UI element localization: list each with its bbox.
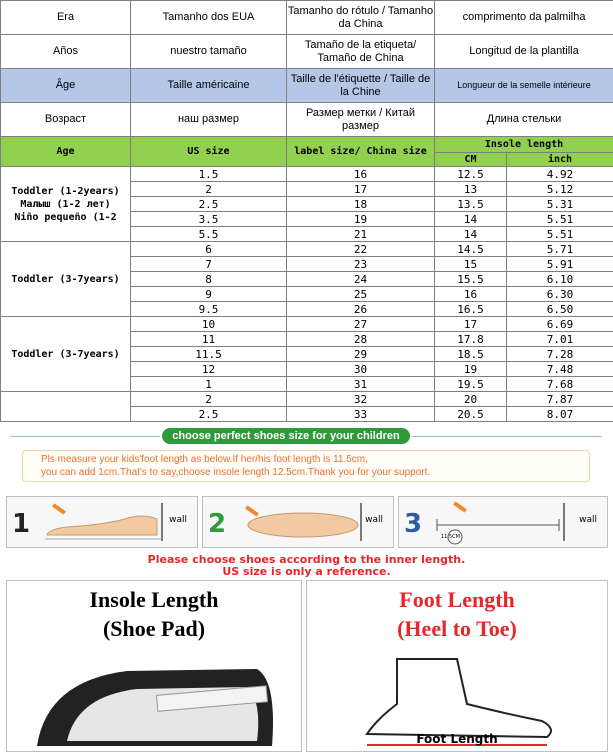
cell-cm: 13.5	[435, 197, 507, 212]
cell-us: 11.5	[131, 347, 287, 362]
table-row	[1, 242, 613, 257]
step-2	[202, 496, 394, 548]
step-number: 3	[404, 509, 422, 539]
header-row-russian	[1, 103, 613, 137]
col-cm: CM	[435, 153, 507, 167]
cell-china: 29	[287, 347, 435, 362]
foot-caption: Foot Length	[307, 732, 607, 746]
col-inch: inch	[507, 153, 613, 167]
header-age: Возраст	[1, 103, 131, 137]
col-label-size: label size/ China size	[287, 137, 435, 167]
cell-inch: 5.12	[507, 182, 613, 197]
cell-inch: 5.71	[507, 242, 613, 257]
col-us-size: US size	[131, 137, 287, 167]
cell-china: 24	[287, 272, 435, 287]
header-age: Años	[1, 35, 131, 69]
insole-title: Insole Length	[7, 587, 301, 613]
size-rows	[1, 167, 613, 422]
header-insole-length: Длина стельки	[435, 103, 613, 137]
cell-us: 1	[131, 377, 287, 392]
cell-inch: 5.31	[507, 197, 613, 212]
cell-china: 16	[287, 167, 435, 182]
warning-line-1: Please choose shoes according to the inner length.	[0, 553, 613, 566]
cell-us: 9.5	[131, 302, 287, 317]
wall-label: wall	[579, 515, 597, 525]
cell-cm: 20	[435, 392, 507, 407]
cell-cm: 19.5	[435, 377, 507, 392]
cell-inch: 5.91	[507, 257, 613, 272]
header-label-size: Tamanho do rótulo / Tamanho da China	[287, 1, 435, 35]
cell-cm: 16.5	[435, 302, 507, 317]
cell-cm: 14	[435, 227, 507, 242]
cell-cm: 14	[435, 212, 507, 227]
cell-inch: 4.92	[507, 167, 613, 182]
cell-inch: 6.10	[507, 272, 613, 287]
note-line-2: you can add 1cm.That's to say,choose insole length 12.5cm.Thank you for your support.	[41, 466, 571, 479]
cell-china: 31	[287, 377, 435, 392]
cell-cm: 14.5	[435, 242, 507, 257]
step-1	[6, 496, 198, 548]
warning-line-2: US size is only a reference.	[0, 565, 613, 578]
ruler-icon	[399, 497, 607, 547]
table-row	[1, 317, 613, 332]
header-label-size: Taille de l'étiquette / Taille de la Chine	[287, 69, 435, 103]
age-group-cell: Toddler (3-7years)	[1, 242, 131, 317]
cell-cm: 18.5	[435, 347, 507, 362]
age-group-cell: Toddler (3-7years)	[1, 317, 131, 392]
header-us-size: Tamanho dos EUA	[131, 1, 287, 35]
cell-us: 2.5	[131, 407, 287, 422]
cell-inch: 7.28	[507, 347, 613, 362]
wall-label: wall	[169, 515, 187, 525]
cell-inch: 6.30	[507, 287, 613, 302]
cell-us: 11	[131, 332, 287, 347]
header-insole-length: comprimento da palmilha	[435, 1, 613, 35]
header-row-portuguese	[1, 1, 613, 35]
cell-china: 22	[287, 242, 435, 257]
header-insole-length: Longueur de la semelle intérieure	[435, 69, 613, 103]
header-era: Era	[1, 1, 131, 35]
col-age: Age	[1, 137, 131, 167]
cell-us: 2.5	[131, 197, 287, 212]
header-label-size: Размер метки / Китай размер	[287, 103, 435, 137]
cell-us: 6	[131, 242, 287, 257]
cell-china: 27	[287, 317, 435, 332]
step-3	[398, 496, 608, 548]
cell-inch: 8.07	[507, 407, 613, 422]
cell-us: 3.5	[131, 212, 287, 227]
shoe-insole-image	[7, 651, 301, 751]
cell-china: 18	[287, 197, 435, 212]
table-row	[1, 392, 613, 407]
col-insole-length: Insole length	[435, 137, 613, 153]
cell-us: 1.5	[131, 167, 287, 182]
header-row-french	[1, 69, 613, 103]
cell-inch: 6.69	[507, 317, 613, 332]
wall-label: wall	[365, 515, 383, 525]
cell-us: 8	[131, 272, 287, 287]
cell-china: 23	[287, 257, 435, 272]
cell-china: 25	[287, 287, 435, 302]
cell-us: 7	[131, 257, 287, 272]
cell-inch: 7.48	[507, 362, 613, 377]
cell-china: 17	[287, 182, 435, 197]
cell-china: 26	[287, 302, 435, 317]
header-label-size: Tamaño de la etiqueta/ Tamaño de China	[287, 35, 435, 69]
note-line-1: Pls measure your kids'foot length as below.If her/his foot length is 11.5cm,	[41, 453, 571, 466]
guide-banner: choose perfect shoes size for your children	[162, 428, 410, 444]
cell-china: 21	[287, 227, 435, 242]
insole-subtitle: (Shoe Pad)	[7, 616, 301, 642]
cell-inch: 5.51	[507, 227, 613, 242]
insole-length-panel	[6, 580, 302, 752]
foot-title: Foot Length	[307, 587, 607, 613]
measure-label: 11.5CM	[441, 534, 460, 540]
foot-subtitle: (Heel to Toe)	[307, 616, 607, 642]
header-row-spanish	[1, 35, 613, 69]
cell-china: 33	[287, 407, 435, 422]
divider	[10, 436, 160, 437]
table-row	[1, 167, 613, 182]
cell-inch: 7.87	[507, 392, 613, 407]
cell-china: 28	[287, 332, 435, 347]
step-number: 2	[208, 509, 226, 539]
divider	[412, 436, 602, 437]
cell-china: 19	[287, 212, 435, 227]
cell-cm: 13	[435, 182, 507, 197]
cell-us: 2	[131, 392, 287, 407]
cell-inch: 7.68	[507, 377, 613, 392]
cell-cm: 19	[435, 362, 507, 377]
header-age: Âge	[1, 69, 131, 103]
cell-us: 2	[131, 182, 287, 197]
cell-cm: 17	[435, 317, 507, 332]
cell-cm: 12.5	[435, 167, 507, 182]
cell-us: 9	[131, 287, 287, 302]
cell-cm: 15.5	[435, 272, 507, 287]
cell-china: 30	[287, 362, 435, 377]
cell-us: 12	[131, 362, 287, 377]
header-us-size: nuestro tamaño	[131, 35, 287, 69]
cell-cm: 20.5	[435, 407, 507, 422]
header-insole-length: Longitud de la plantilla	[435, 35, 613, 69]
cell-inch: 7.01	[507, 332, 613, 347]
cell-us: 10	[131, 317, 287, 332]
header-us-size: наш размер	[131, 103, 287, 137]
foot-length-panel	[306, 580, 608, 752]
cell-inch: 5.51	[507, 212, 613, 227]
cell-china: 32	[287, 392, 435, 407]
cell-inch: 6.50	[507, 302, 613, 317]
measure-note	[22, 450, 590, 482]
cell-us: 5.5	[131, 227, 287, 242]
green-header-top	[1, 137, 613, 153]
cell-cm: 17.8	[435, 332, 507, 347]
cell-cm: 15	[435, 257, 507, 272]
step-number: 1	[12, 509, 30, 539]
age-group-cell	[1, 392, 131, 422]
header-us-size: Taille américaine	[131, 69, 287, 103]
cell-cm: 16	[435, 287, 507, 302]
measurement-guide	[0, 422, 613, 750]
age-group-cell: Toddler (1-2years) Малыш (1-2 лет) Niño pequeño (1-2	[1, 167, 131, 242]
